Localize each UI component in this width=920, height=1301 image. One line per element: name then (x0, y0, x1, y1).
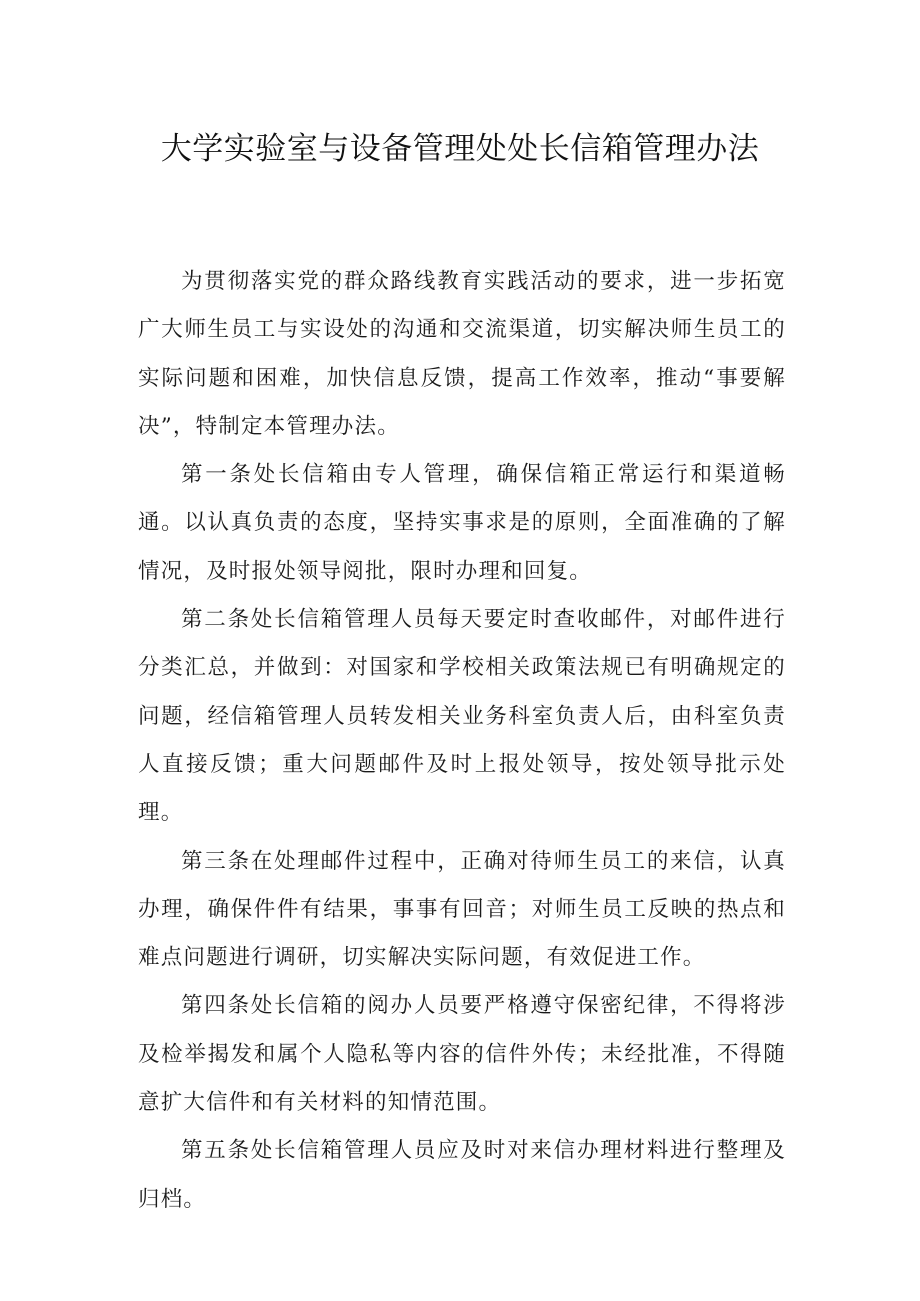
article-5-paragraph: 第五条处长信箱管理人员应及时对来信办理材料进行整理及归档。 (138, 1138, 786, 1212)
intro-paragraph: 为贯彻落实党的群众路线教育实践活动的要求，进一步拓宽广大师生员工与实设处的沟通和交流渠道，切实解决师生员工的实际问题和困难，加快信息反馈，提高工作效率，推动“事要解决”，特制定本管理办法。 (138, 269, 786, 439)
document-body (138, 258, 786, 1224)
article-1-paragraph: 第一条处长信箱由专人管理，确保信箱正常运行和渠道畅通。以认真负责的态度，坚持实事求是的原则，全面准确的了解情况，及时报处领导阅批，限时办理和回复。 (138, 462, 786, 584)
article-2-paragraph: 第二条处长信箱管理人员每天要定时查收邮件，对邮件进行分类汇总，并做到：对国家和学校相关政策法规已有明确规定的问题，经信箱管理人员转发相关业务科室负责人后，由科室负责人直接反馈；重大问题邮件及时上报处领导，按处领导批示处理。 (138, 607, 786, 826)
article-4-paragraph: 第四条处长信箱的阅办人员要严格遵守保密纪律，不得将涉及检举揭发和属个人隐私等内容的信件外传；未经批准，不得随意扩大信件和有关材料的知情范围。 (138, 993, 786, 1116)
article-3-paragraph: 第三条在处理邮件过程中，正确对待师生员工的来信，认真办理，确保件件有结果，事事有回音；对师生员工反映的热点和难点问题进行调研，切实解决实际问题，有效促进工作。 (138, 848, 786, 971)
document-title: 大学实验室与设备管理处处长信箱管理办法 (160, 131, 760, 167)
